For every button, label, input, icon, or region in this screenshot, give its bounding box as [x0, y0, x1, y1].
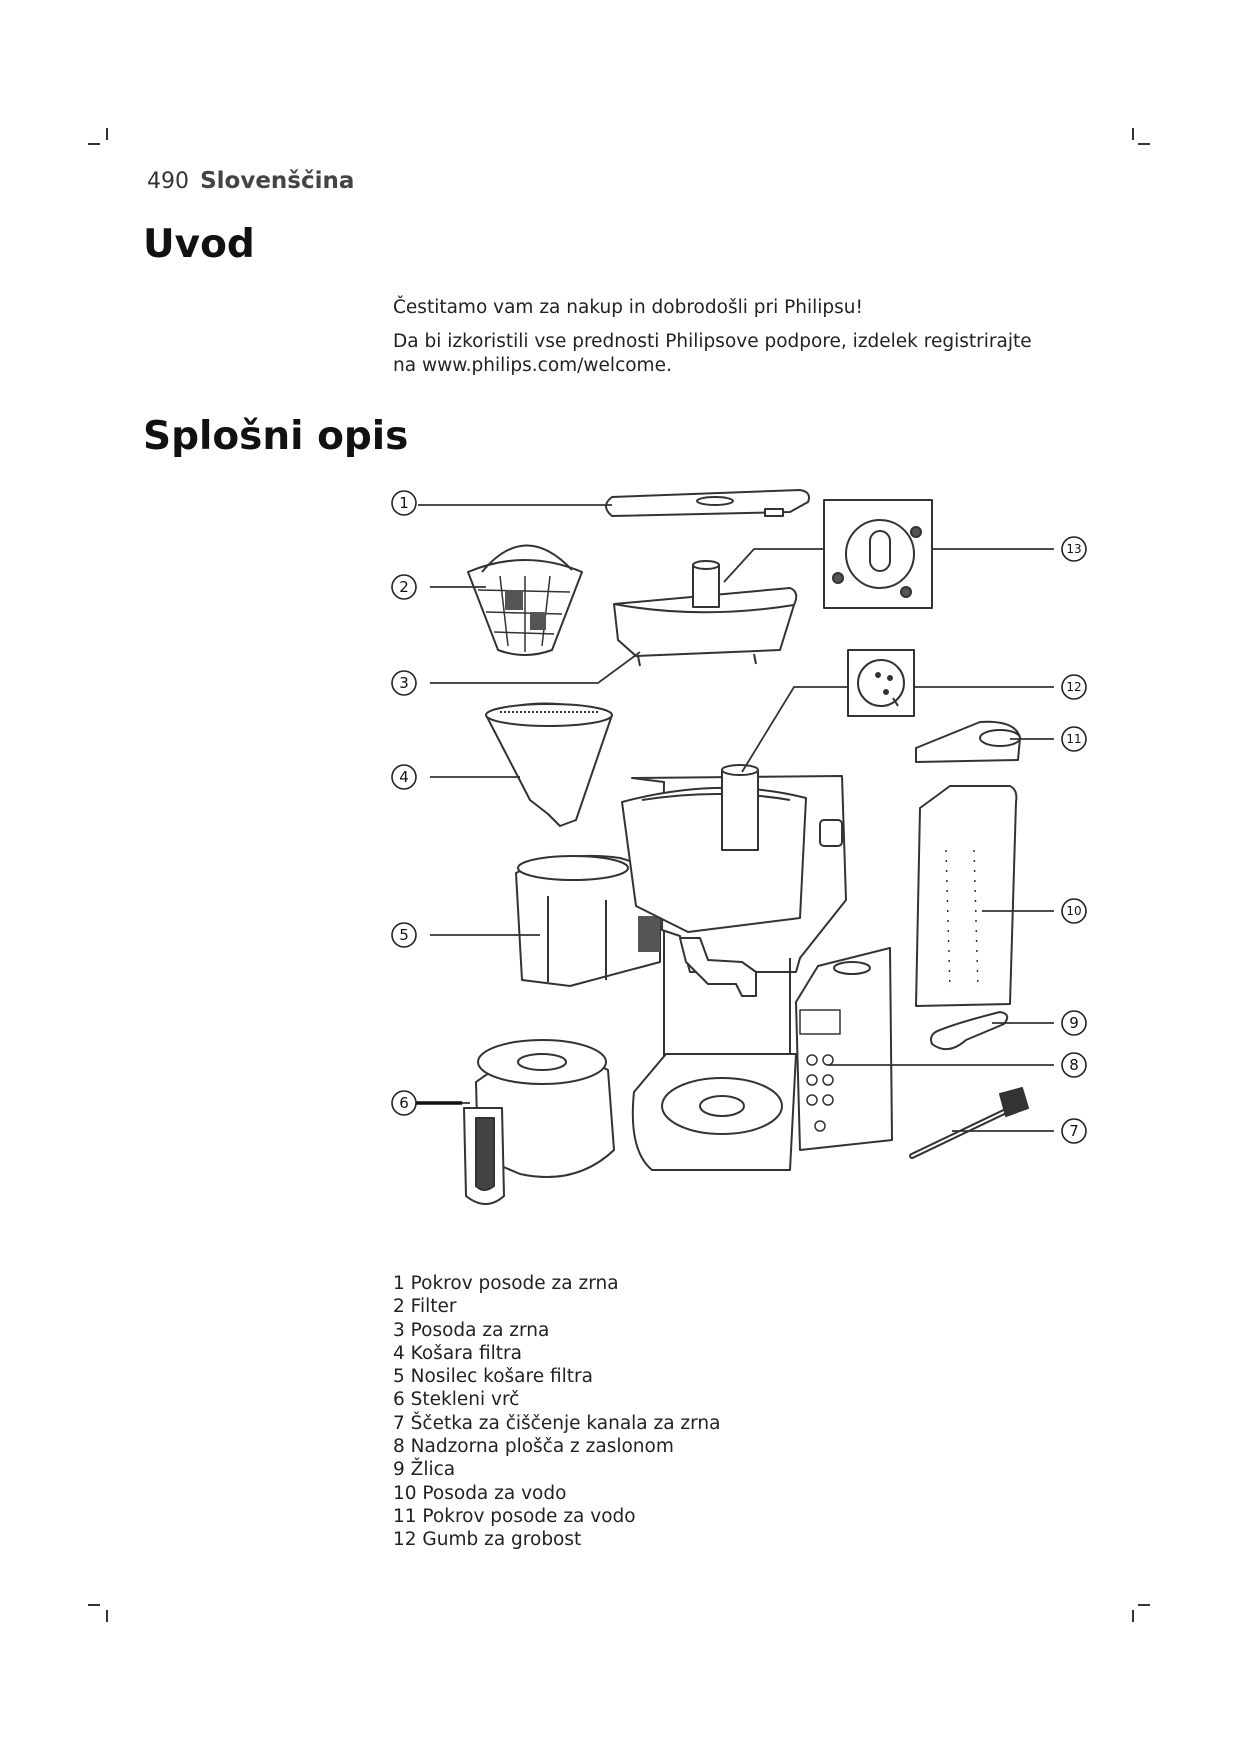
callout-3: 3	[399, 674, 409, 692]
callout-8: 8	[1069, 1056, 1079, 1074]
bean-container-drawing	[614, 561, 796, 666]
callout-6: 6	[399, 1094, 409, 1112]
list-item: 4 Košara filtra	[393, 1342, 522, 1364]
list-item: 9 Žlica	[393, 1459, 456, 1481]
callout-2: 2	[399, 578, 409, 596]
filter-drawing	[468, 545, 582, 655]
spoon-drawing	[931, 1012, 1007, 1049]
callout-4: 4	[399, 768, 409, 786]
water-tank-drawing	[916, 786, 1016, 1006]
callout-13: 13	[1066, 542, 1082, 556]
page-header	[147, 168, 354, 194]
callout-9: 9	[1069, 1014, 1079, 1032]
list-item: 3 Posoda za zrna	[393, 1319, 550, 1341]
intro-line-2: Da bi izkoristili vse prednosti Philipsove podpore, izdelek registrirajte na www.philips.com/welcome.	[393, 331, 1032, 376]
list-item: 10 Posoda za vodo	[393, 1482, 567, 1504]
list-item: 6 Stekleni vrč	[393, 1389, 520, 1411]
glass-jug-drawing	[464, 1040, 614, 1204]
intro-text	[393, 296, 1033, 388]
general-description-heading: Splošni opis	[143, 414, 409, 459]
coarseness-inset-drawing	[848, 650, 914, 716]
list-item: 11 Pokrov posode za vodo	[393, 1505, 636, 1527]
water-tank-lid-drawing	[916, 722, 1020, 762]
callout-7: 7	[1069, 1122, 1079, 1140]
list-item: 12 Gumb za grobost	[393, 1529, 582, 1551]
list-item: 5 Nosilec košare filtra	[393, 1366, 593, 1388]
product-diagram	[380, 485, 1120, 1225]
list-item: 7 Ščetka za čiščenje kanala za zrna	[393, 1412, 721, 1434]
coffee-machine-drawing	[622, 765, 892, 1170]
page-number: 490	[147, 169, 189, 194]
bean-lid-drawing	[606, 490, 809, 516]
callout-5: 5	[399, 926, 409, 944]
callout-1: 1	[399, 494, 409, 512]
list-item: 8 Nadzorna plošča z zaslonom	[393, 1436, 674, 1458]
cleaning-brush-drawing	[912, 1088, 1028, 1156]
intro-line-1: Čestitamo vam za nakup in dobrodošli pri Philipsu!	[393, 297, 863, 318]
list-item: 2 Filter	[393, 1296, 457, 1318]
parts-list	[393, 1272, 721, 1552]
language-label: Slovenščina	[200, 168, 355, 194]
grinder-inset-drawing	[824, 500, 932, 608]
intro-heading: Uvod	[143, 222, 255, 267]
callout-10: 10	[1066, 904, 1082, 918]
callout-11: 11	[1066, 732, 1082, 746]
callout-12: 12	[1066, 680, 1082, 694]
filter-basket-drawing	[486, 704, 612, 827]
list-item: 1 Pokrov posode za zrna	[393, 1273, 619, 1294]
